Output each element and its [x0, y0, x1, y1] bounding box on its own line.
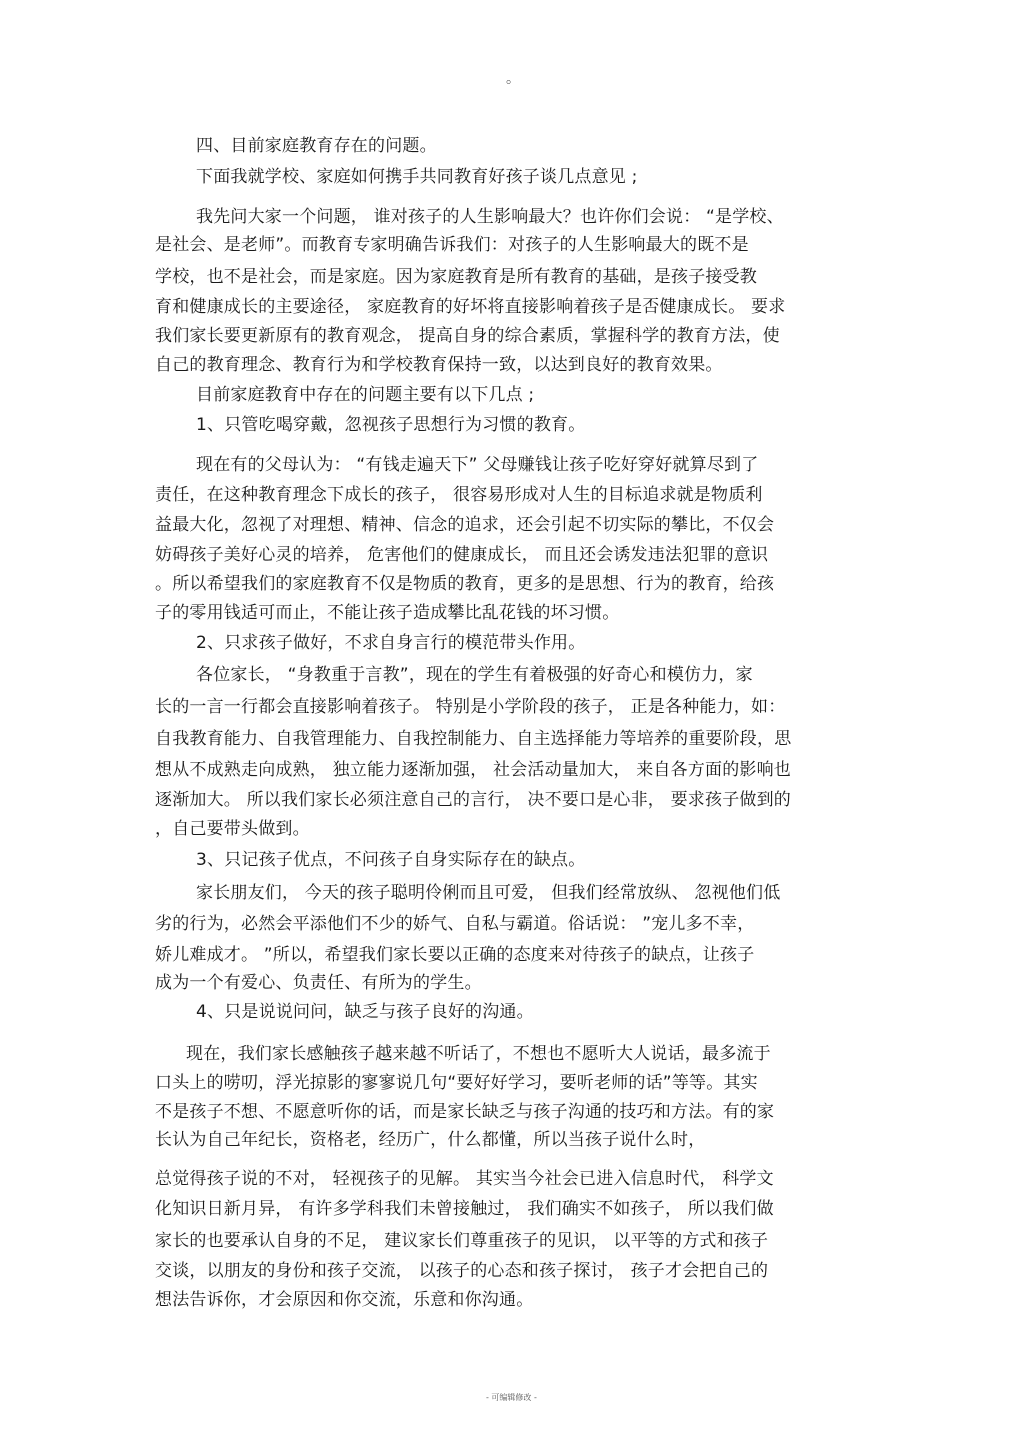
text-line: 学校，也不是社会，而是家庭。因为家庭教育是所有教育的基础，是孩子接受教	[155, 267, 757, 287]
text-line: 家长朋友们， 今天的孩子聪明伶俐而且可爱， 但我们经常放纵、 忽视他们低	[196, 883, 781, 903]
item-heading-4: 4、只是说说问问，缺乏与孩子良好的沟通。	[196, 1002, 534, 1022]
text-line: 成为一个有爱心、负责任、有所为的学生。	[155, 973, 482, 993]
item-heading-1: 1、只管吃喝穿戴，忽视孩子思想行为习惯的教育。	[196, 415, 586, 435]
text-line: 育和健康成长的主要途径， 家庭教育的好坏将直接影响着孩子是否健康成长。 要求	[155, 297, 786, 317]
text-line: 是社会、是老师”。而教育专家明确告诉我们：对孩子的人生影响最大的既不是	[155, 235, 749, 255]
text-line: 长的一言一行都会直接影响着孩子。 特别是小学阶段的孩子， 正是各种能力，如：	[155, 697, 786, 717]
item-heading-2: 2、只求孩子做好，不求自身言行的模范带头作用。	[196, 633, 586, 653]
page-footer: - 可编辑修改 -	[486, 1393, 537, 1402]
text-line: 长认为自己年纪长，资格老，经历广，什么都懂，所以当孩子说什么时，	[155, 1130, 706, 1150]
text-line: 各位家长， “身教重于言教”，现在的学生有着极强的好奇心和模仿力，家	[196, 665, 753, 685]
text-line: 总觉得孩子说的不对， 轻视孩子的见解。 其实当今社会已进入信息时代， 科学文	[155, 1169, 774, 1189]
text-line: 责任，在这种教育理念下成长的孩子， 很容易形成对人生的目标追求就是物质利	[155, 485, 763, 505]
section-heading: 四、目前家庭教育存在的问题。	[196, 136, 437, 156]
text-line: 逐渐加大。 所以我们家长必须注意自己的言行， 决不要口是心非， 要求孩子做到的	[155, 790, 792, 810]
text-line: 现在有的父母认为： “有钱走遍天下” 父母赚钱让孩子吃好穿好就算尽到了	[196, 455, 759, 475]
text-line: 现在，我们家长感触孩子越来越不听话了，不想也不愿听大人说话，最多流于	[186, 1044, 771, 1064]
text-line: 子的零用钱适可而止，不能让孩子造成攀比乱花钱的坏习惯。	[155, 603, 620, 623]
text-line: 不是孩子不想、不愿意听你的话，而是家长缺乏与孩子沟通的技巧和方法。有的家	[155, 1102, 775, 1122]
text-line: 目前家庭教育中存在的问题主要有以下几点 ;	[196, 385, 535, 405]
top-mark: 。	[506, 71, 520, 87]
text-line: 。所以希望我们的家庭教育不仅是物质的教育，更多的是思想、行为的教育，给孩	[155, 574, 775, 594]
text-line: 口头上的唠叨，浮光掠影的寥寥说几句“要好好学习，要听老师的话”等等。其实	[155, 1073, 758, 1093]
text-line: 化知识日新月异， 有许多学科我们未曾接触过， 我们确实不如孩子， 所以我们做	[155, 1199, 774, 1219]
text-line: 家长的也要承认自身的不足， 建议家长们尊重孩子的见识， 以平等的方式和孩子	[155, 1231, 769, 1251]
text-line: 我先问大家一个问题， 谁对孩子的人生影响最大？也许你们会说： “是学校、	[196, 207, 784, 227]
text-line: ，自己要带头做到。	[155, 819, 310, 839]
text-line: 自己的教育理念、教育行为和学校教育保持一致，以达到良好的教育效果。	[155, 355, 723, 375]
item-heading-3: 3、只记孩子优点，不问孩子自身实际存在的缺点。	[196, 850, 586, 870]
text-line: 下面我就学校、家庭如何携手共同教育好孩子谈几点意见 ;	[196, 167, 638, 187]
text-line: 想从不成熟走向成熟， 独立能力逐渐加强， 社会活动量加大， 来自各方面的影响也	[155, 760, 792, 780]
text-line: 自我教育能力、自我管理能力、自我控制能力、自主选择能力等培养的重要阶段，思	[155, 729, 792, 749]
text-line: 妨碍孩子美好心灵的培养， 危害他们的健康成长， 而且还会诱发违法犯罪的意识	[155, 545, 769, 565]
text-line: 益最大化，忽视了对理想、精神、信念的追求，还会引起不切实际的攀比，不仅会	[155, 515, 775, 535]
text-line: 交谈，以朋友的身份和孩子交流， 以孩子的心态和孩子探讨， 孩子才会把自己的	[155, 1261, 769, 1281]
text-line: 劣的行为，必然会平添他们不少的娇气、自私与霸道。俗话说： ”宠儿多不幸，	[155, 914, 755, 934]
text-line: 娇儿难成才。 ”所以，希望我们家长要以正确的态度来对待孩子的缺点，让孩子	[155, 945, 755, 965]
text-line: 想法告诉你，才会原因和你交流，乐意和你沟通。	[155, 1290, 534, 1310]
text-line: 我们家长要更新原有的教育观念， 提高自身的综合素质，掌握科学的教育方法，使	[155, 326, 780, 346]
